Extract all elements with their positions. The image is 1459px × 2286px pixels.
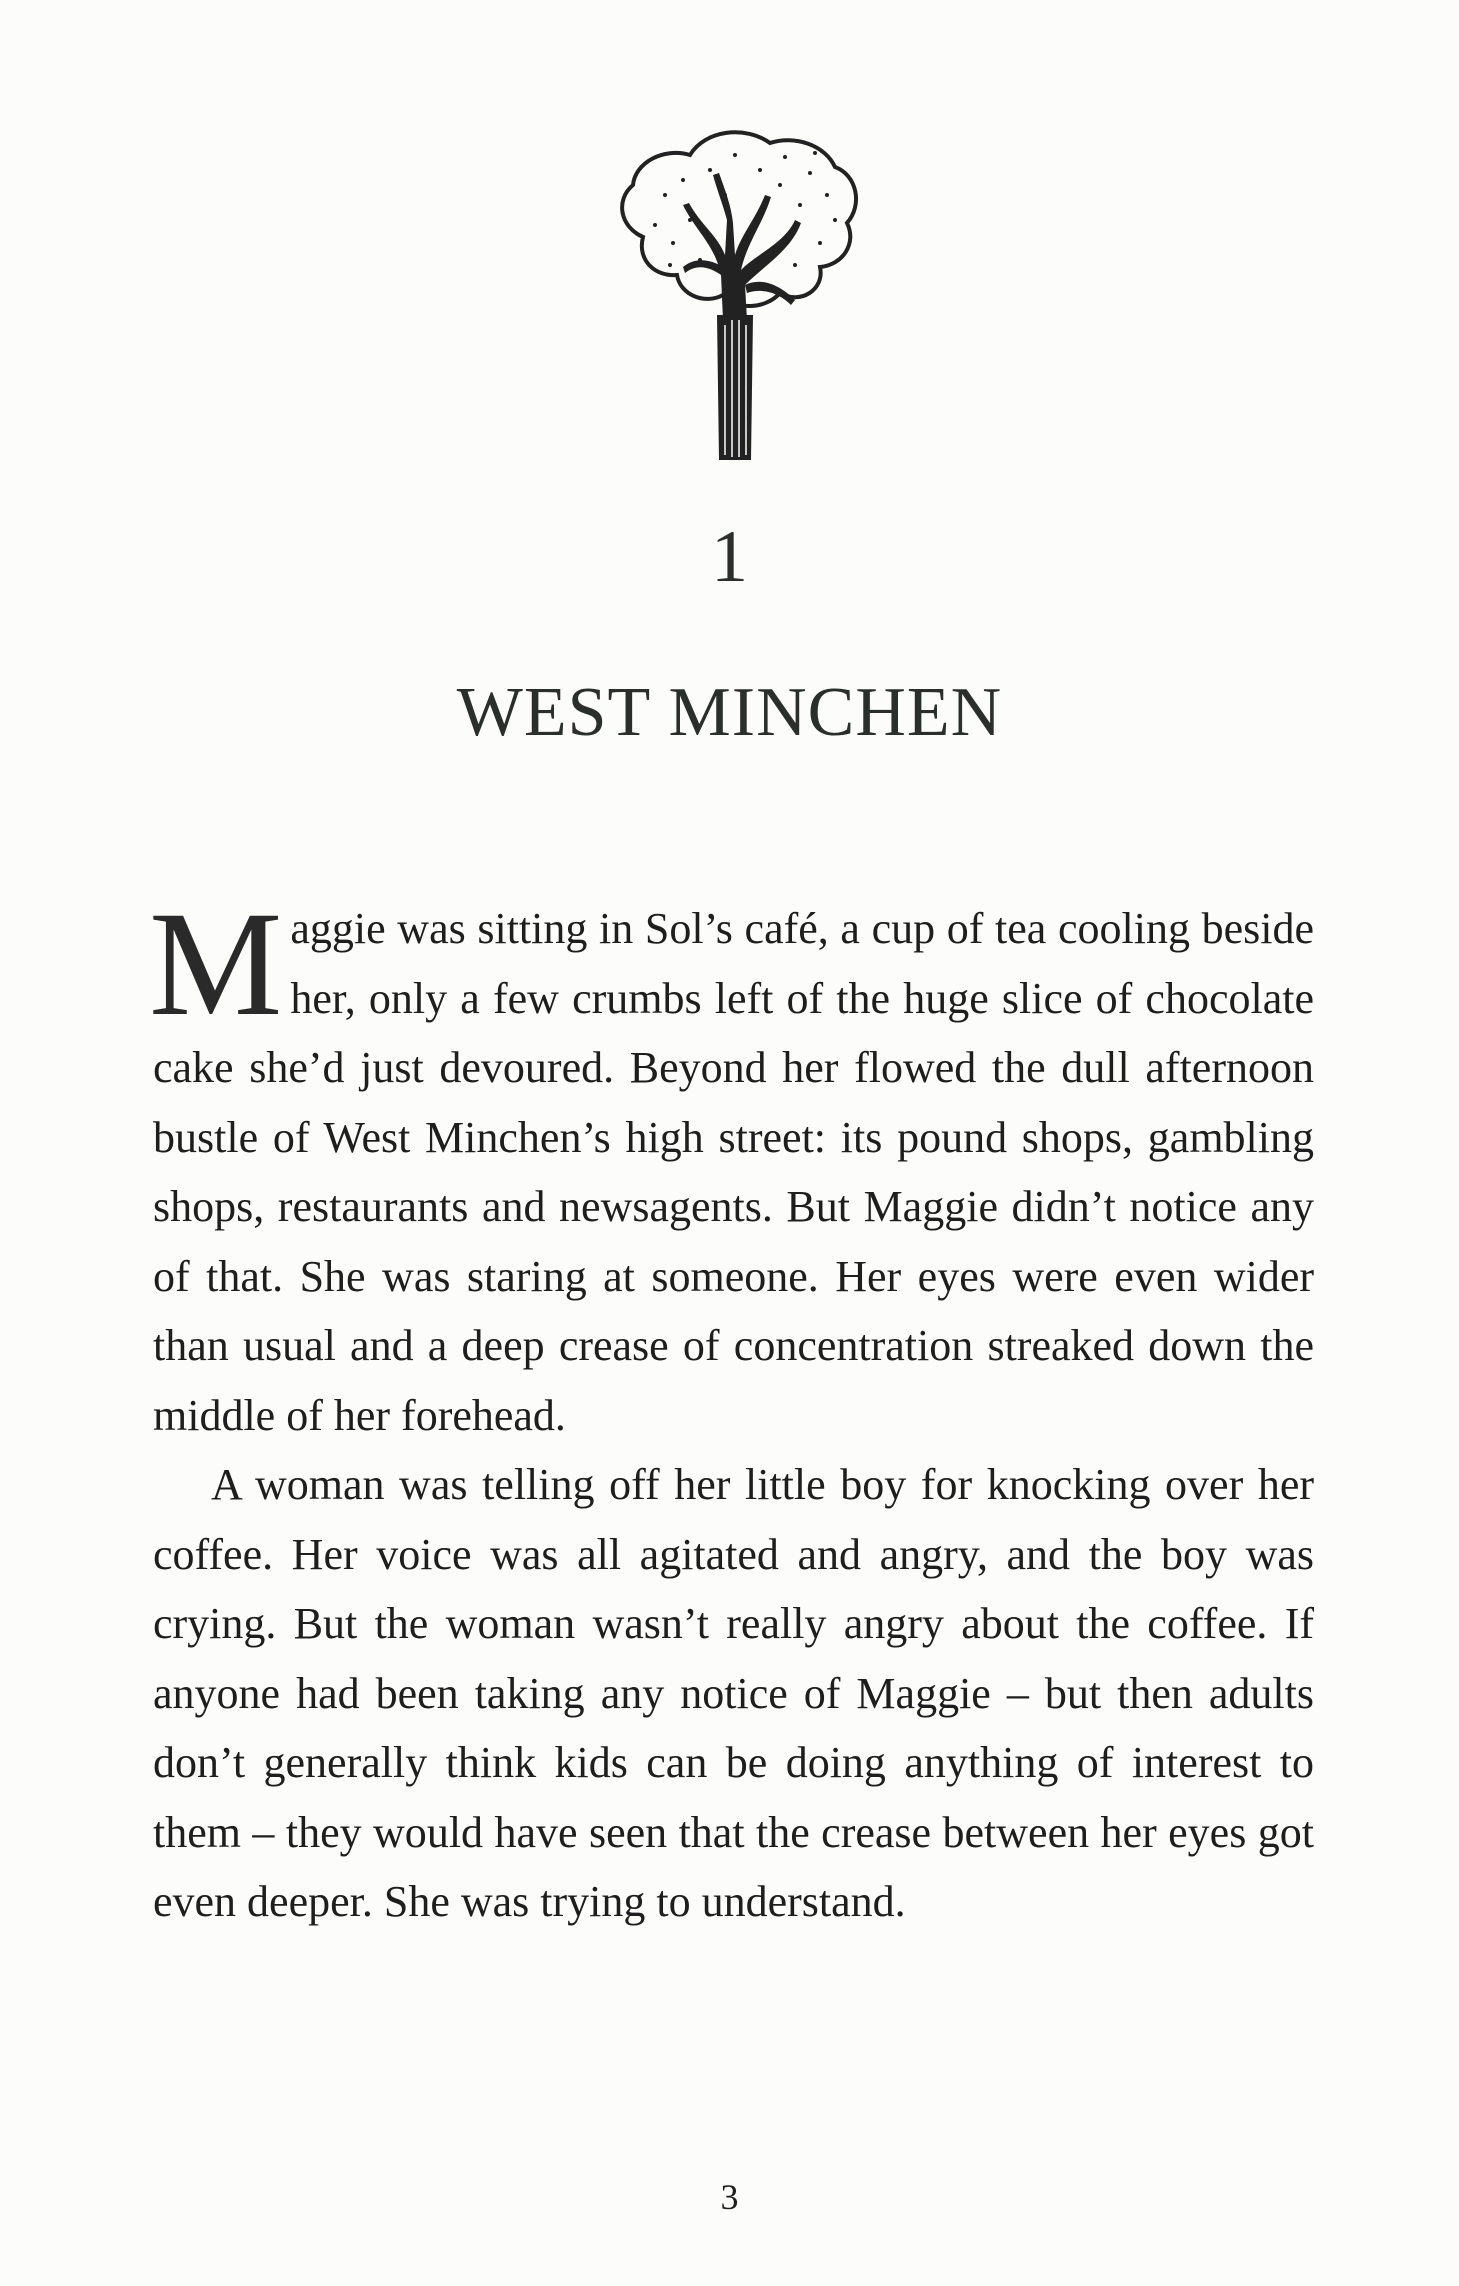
- chapter-body: [149, 881, 1314, 1937]
- paragraph-1-text: aggie was sitting in Sol’s café, a cup of tea cooling beside her, only a few crumbs left of the huge slice of chocolate cake she’d just devoured. Beyond her flowed the dull afternoon bustle of West Minchen’s high street: its pound shops, gambling shops, restaurants and newsagents. But Maggie didn’t notice any of that. She was staring at someone. Her eyes were even wider than usual and a deep crease of concentration streaked down the middle of her forehead.: [153, 904, 1314, 1440]
- paragraph-2: A woman was telling off her little boy for knocking over her coffee. Her voice was all agitated and angry, and the boy was crying. But the woman wasn’t really angry about the coffee. If anyone had been taking any notice of Maggie – but then adults don’t generally think kids can be doing anything of interest to them – they would have seen that the crease between her eyes got even deeper. She was trying to understand.: [153, 1460, 1314, 1926]
- tree-icon: [595, 125, 885, 465]
- paragraph-1: [149, 881, 1314, 1450]
- chapter-title: WEST MINCHEN: [456, 674, 1003, 751]
- chapter-number: 1: [711, 516, 748, 598]
- page-number: 3: [720, 2177, 739, 2217]
- drop-cap: M: [149, 881, 283, 1047]
